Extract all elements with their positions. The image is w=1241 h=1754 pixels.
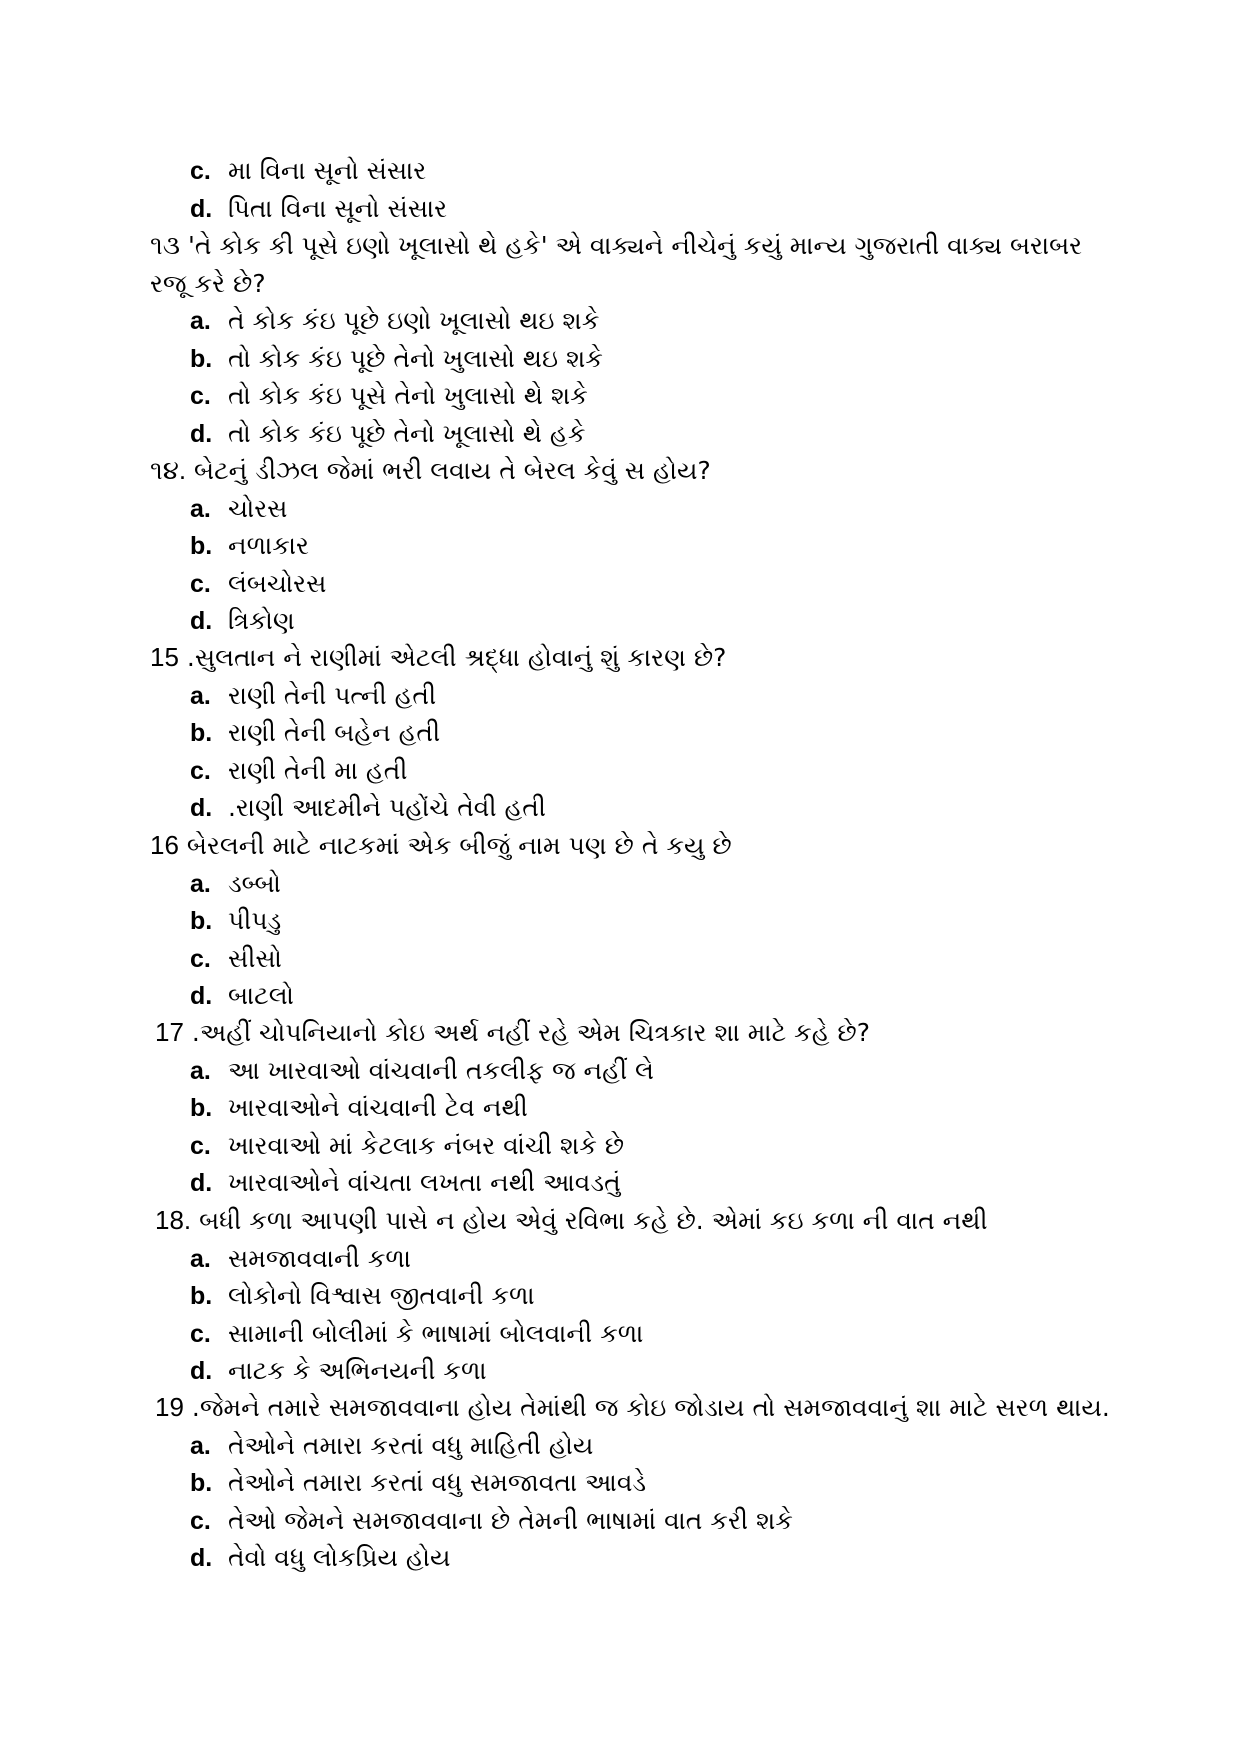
option-d <box>190 789 1100 827</box>
option-a <box>190 677 1100 715</box>
option-letter: c. <box>190 1506 211 1535</box>
option-text: રાણી તેની પત્ની હતી <box>227 680 437 710</box>
option-letter: c. <box>190 1319 211 1348</box>
option-letter: b. <box>190 907 213 935</box>
option-text: રાણી તેની મા હતી <box>227 755 408 785</box>
question-number: 16 <box>150 830 179 860</box>
option-text: તો કોક કંઇ પૂછે તેનો ખૂલાસો થે હકે <box>227 418 586 448</box>
option-c <box>190 940 1100 978</box>
question-body: બેટનું ડીઝલ જેમાં ભરી લવાય તે બેરલ કેવું સ હોય? <box>186 456 711 485</box>
question-number: 15 <box>150 642 179 672</box>
option-c <box>190 565 1100 603</box>
option-text: લંબચોરસ <box>227 568 327 598</box>
option-b <box>190 1089 1105 1127</box>
question-number: 19 <box>155 1392 184 1422</box>
question-text <box>150 452 1100 490</box>
option-c <box>190 1315 1105 1353</box>
question-15 <box>150 639 1100 827</box>
option-text: તો કોક કંઇ પૂસે તેનો ખુલાસો થે શકે <box>227 381 588 410</box>
question-14 <box>150 452 1100 640</box>
question-18 <box>155 1202 1105 1390</box>
option-letter: c. <box>190 1131 211 1160</box>
question-text <box>150 827 1100 865</box>
question-number: 17 <box>155 1017 184 1047</box>
option-letter: a. <box>190 681 211 710</box>
option-text: પિતા વિના સૂનો સંસાર <box>227 193 448 223</box>
option-letter: b. <box>190 1469 213 1497</box>
option-d <box>190 1164 1105 1202</box>
option-letter: a. <box>190 1431 211 1460</box>
option-text: તેઓ જેમને સમજાવવાના છે તેમની ભાષામાં વાત કરી શકે <box>227 1505 793 1535</box>
option-letter: a. <box>190 307 211 335</box>
option-text: .રાણી આદમીને પહોંચે તેવી હતી <box>227 793 546 822</box>
option-letter: b. <box>190 719 213 747</box>
option-letter: c. <box>190 157 211 185</box>
option-text: ખારવાઓ માં કેટલાક નંબર વાંચી શકે છે <box>227 1130 625 1160</box>
option-d <box>190 190 447 228</box>
question-text <box>155 1202 1105 1240</box>
option-text: સામાની બોલીમાં કે ભાષામાં બોલવાની કળા <box>227 1318 644 1348</box>
option-a <box>190 1427 1105 1465</box>
option-b <box>190 1277 1105 1315</box>
option-text: ખારવાઓને વાંચતા લખતા નથી આવડતું <box>227 1168 621 1197</box>
question-body: બધી કળા આપણી પાસે ન હોય એવું રવિભા કહે છે. એમાં કઇ કળા ની વાત નથી <box>191 1206 988 1235</box>
option-letter: a. <box>190 494 211 523</box>
question-number: 18. <box>155 1205 192 1235</box>
option-text: ચોરસ <box>227 493 288 523</box>
question-text <box>155 1014 1105 1052</box>
question-text <box>155 1389 1110 1427</box>
option-c <box>190 1127 1105 1165</box>
option-d <box>190 1352 1105 1390</box>
option-b <box>190 340 1100 378</box>
option-text: પીપડુ <box>227 906 282 935</box>
option-d <box>190 977 1100 1015</box>
option-letter: a. <box>190 1056 211 1085</box>
option-letter: a. <box>190 1244 211 1273</box>
option-b <box>190 1464 1105 1502</box>
option-letter: d. <box>190 1169 213 1197</box>
option-b <box>190 902 1100 940</box>
option-d <box>190 602 1100 640</box>
question-17 <box>155 1014 1105 1202</box>
question-body: .જેમને તમારે સમજાવવાના હોય તેમાંથી જ કોઇ જોડાય તો સમજાવવાનું શા માટે સરળ થાય. <box>183 1393 1110 1422</box>
option-letter: b. <box>190 532 213 560</box>
option-letter: b. <box>190 1094 213 1122</box>
question-number: ૧૪. <box>150 455 187 485</box>
question-number: ૧૩ <box>150 230 181 260</box>
option-text: બાટલો <box>227 981 294 1010</box>
option-c <box>190 377 1100 415</box>
option-text: તો કોક કંઇ પૂછે તેનો ખુલાસો થઇ શકે <box>227 343 603 373</box>
option-letter: d. <box>190 982 213 1010</box>
option-a <box>190 490 1100 528</box>
option-letter: d. <box>190 1357 213 1385</box>
option-d <box>190 415 1100 453</box>
option-a <box>190 1052 1105 1090</box>
option-text: રાણી તેની બહેન હતી <box>227 718 441 747</box>
option-letter: c. <box>190 944 211 973</box>
option-text: સમજાવવાની કળા <box>227 1243 412 1273</box>
option-b <box>190 714 1100 752</box>
option-text: ડબ્બો <box>227 868 281 898</box>
option-text: તે કોક કંઇ પૂછે ઇણો ખૂલાસો થઇ શકે <box>227 306 600 335</box>
option-text: આ ખારવાઓ વાંચવાની તકલીફ જ નહીં લે <box>227 1055 654 1085</box>
option-letter: d. <box>190 794 213 822</box>
question-text <box>150 639 1100 677</box>
option-text: મા વિના સૂનો સંસાર <box>227 156 427 185</box>
question-16 <box>150 827 1100 1015</box>
option-b <box>190 527 1100 565</box>
previous-question-options <box>190 152 447 227</box>
option-letter: d. <box>190 194 213 223</box>
option-letter: d. <box>190 607 213 635</box>
option-text: તેઓને તમારા કરતાં વધુ માહિતી હોય <box>227 1430 594 1460</box>
option-letter: c. <box>190 569 211 598</box>
option-letter: d. <box>190 419 213 448</box>
question-body: બેરલની માટે નાટકમાં એક બીજું નામ પણ છે તે કયુ છે <box>178 831 732 860</box>
option-a <box>190 302 1100 340</box>
option-text: સીસો <box>227 943 282 973</box>
option-text: ખારવાઓને વાંચવાની ટેવ નથી <box>227 1093 528 1122</box>
question-body: 'તે કોક કી પૂસે ઇણો ખૂલાસો થે હકે' એ વાક્યને નીચેનું કયું માન્ય ગુજરાતી વાક્ય બરાબર રજૂ કરે છે? <box>150 231 1083 298</box>
option-letter: c. <box>190 382 211 410</box>
option-text: તેવો વધુ લોકપ્રિય હોય <box>227 1543 451 1572</box>
question-text <box>150 227 1100 302</box>
question-body: .અહીં ચોપનિયાનો કોઇ અર્થ નહીં રહે એમ ચિત્રકાર શા માટે કહે છે? <box>183 1018 871 1047</box>
question-13 <box>150 227 1100 452</box>
option-letter: c. <box>190 756 211 785</box>
option-letter: b. <box>190 1282 213 1310</box>
option-text: ત્રિકોણ <box>227 606 295 635</box>
option-c <box>190 152 447 190</box>
option-text: તેઓને તમારા કરતાં વધુ સમજાવતા આવડે <box>227 1468 647 1497</box>
option-c <box>190 752 1100 790</box>
option-text: નળાકાર <box>227 531 309 560</box>
option-c <box>190 1502 1105 1540</box>
option-text: નાટક કે અભિનયની કળા <box>227 1356 487 1385</box>
option-letter: a. <box>190 869 211 898</box>
option-d <box>190 1539 1105 1577</box>
option-a <box>190 865 1100 903</box>
option-letter: b. <box>190 344 213 373</box>
option-a <box>190 1240 1105 1278</box>
option-letter: d. <box>190 1544 213 1572</box>
option-text: લોકોનો વિશ્વાસ જીતવાની કળા <box>227 1281 535 1310</box>
question-body: .સુલતાન ને રાણીમાં એટલી શ્રદ્ધા હોવાનું શું કારણ છે? <box>178 643 727 672</box>
question-19 <box>155 1389 1110 1577</box>
